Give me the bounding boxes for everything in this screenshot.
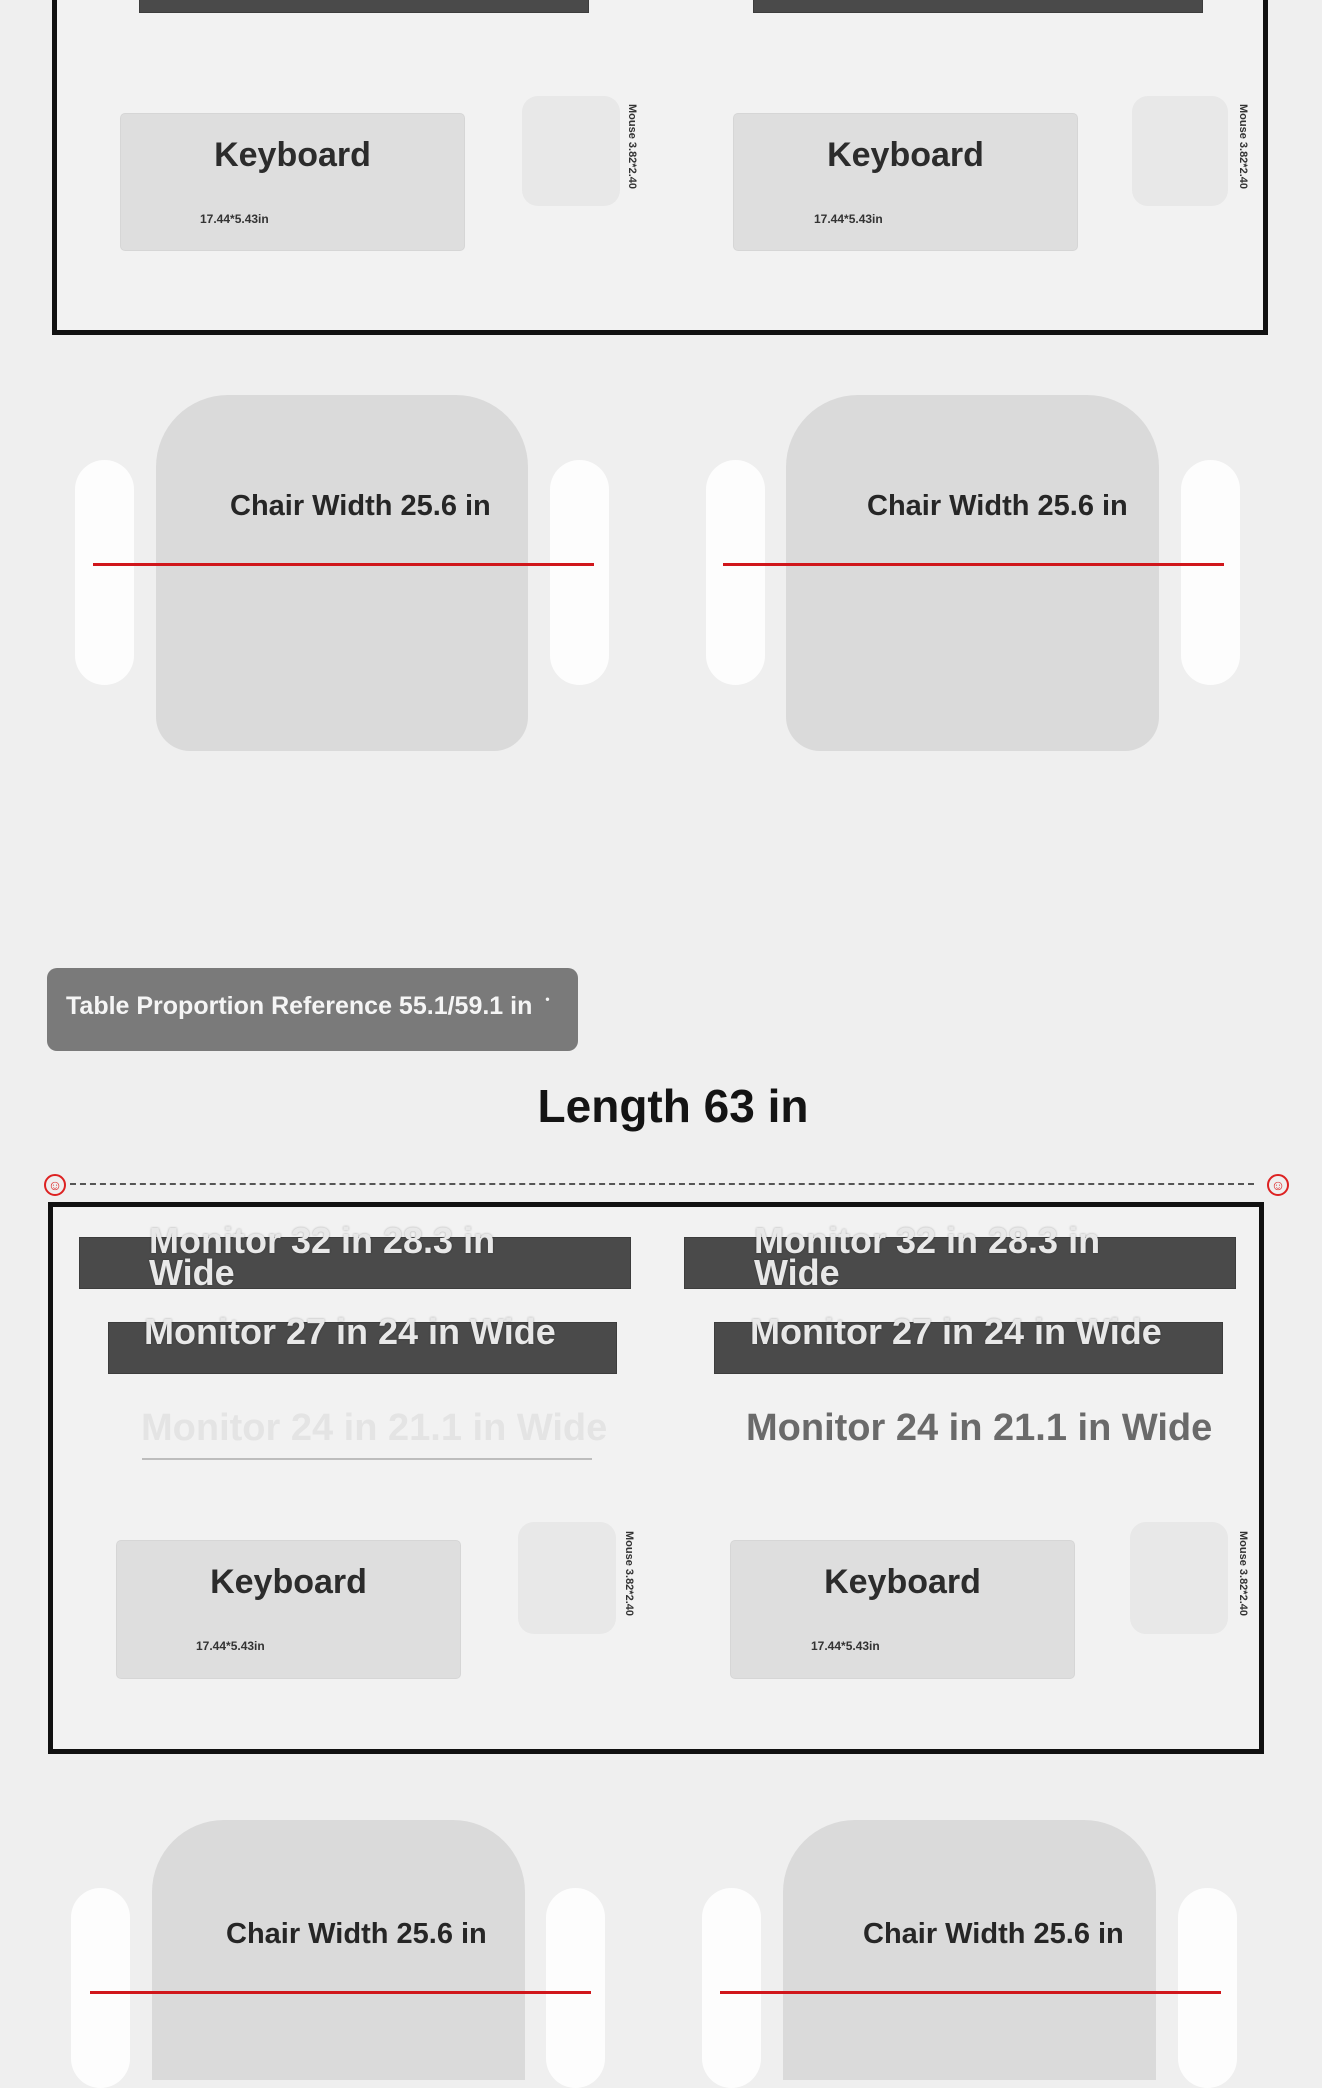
monitor-24-underline [142,1458,592,1460]
dimension-endcap-right-icon: ☺ [1267,1174,1289,1196]
keyboard-dimensions: 17.44*5.43in [811,1639,880,1653]
chair-width-label: Chair Width 25.6 in [230,490,491,522]
chair-width-label: Chair Width 25.6 in [226,1918,487,1950]
keyboard-bottom-left [117,1541,460,1678]
mouse-label: Mouse 3.82*2.40 [626,104,638,189]
chair-armrest-right [1178,1888,1237,2088]
keyboard-label: Keyboard [824,1563,981,1601]
monitor-bar-partial-left [139,0,589,13]
chair-armrest-left [71,1888,130,2088]
keyboard-label: Keyboard [210,1563,367,1601]
monitor-24-label-faded: Monitor 24 in 21.1 in Wide [141,1407,608,1449]
monitor-27-label: Monitor 27 in 24 in Wide [144,1311,556,1352]
mouse-pad-bottom-left [518,1522,616,1634]
chair-armrest-left [75,460,134,685]
dimension-endcap-left-icon: ☺ [44,1174,66,1196]
keyboard-top-right [734,114,1077,250]
monitor-32-label: Monitor 32 in 28.3 in Wide [754,1220,1101,1293]
monitor-27-label: Monitor 27 in 24 in Wide [750,1311,1162,1352]
keyboard-dimensions: 17.44*5.43in [196,1639,265,1653]
table-length-title: Length 63 in [537,1080,809,1132]
chair-armrest-right [546,1888,605,2088]
keyboard-label: Keyboard [827,136,984,174]
reference-button-label: Table Proportion Reference 55.1/59.1 in [66,992,533,1020]
length-dimension-line [70,1183,1254,1185]
keyboard-top-left [121,114,464,250]
chevron-down-icon: • [545,992,550,1006]
mouse-label: Mouse 3.82*2.40 [1237,1531,1249,1616]
keyboard-dimensions: 17.44*5.43in [814,212,883,226]
chair-seat [786,395,1159,751]
chair-width-measure-line [720,1991,1221,1994]
keyboard-label: Keyboard [214,136,371,174]
chair-width-label: Chair Width 25.6 in [867,490,1128,522]
chair-width-measure-line [723,563,1224,566]
mouse-pad-top-right [1132,96,1228,206]
chair-armrest-right [550,460,609,685]
chair-width-measure-line [90,1991,591,1994]
chair-width-measure-line [93,563,594,566]
monitor-32-bar [684,1220,1236,1293]
keyboard-bottom-right [731,1541,1074,1678]
chair-armrest-left [702,1888,761,2088]
mouse-pad-top-left [522,96,620,206]
monitor-24-label: Monitor 24 in 21.1 in Wide [746,1407,1213,1449]
mouse-label: Mouse 3.82*2.40 [1237,104,1249,189]
monitor-bar-partial-right [753,0,1203,13]
monitor-32-bar [79,1220,631,1293]
chair-armrest-right [1181,460,1240,685]
keyboard-dimensions: 17.44*5.43in [200,212,269,226]
monitor-27-bar [108,1311,617,1374]
table-proportion-reference-button[interactable] [47,968,578,1051]
chair-seat [156,395,528,751]
monitor-27-bar [714,1311,1223,1374]
mouse-label: Mouse 3.82*2.40 [623,1531,635,1616]
mouse-pad-bottom-right [1130,1522,1228,1634]
chair-armrest-left [706,460,765,685]
monitor-32-label: Monitor 32 in 28.3 in Wide [149,1220,496,1293]
chair-width-label: Chair Width 25.6 in [863,1918,1124,1950]
